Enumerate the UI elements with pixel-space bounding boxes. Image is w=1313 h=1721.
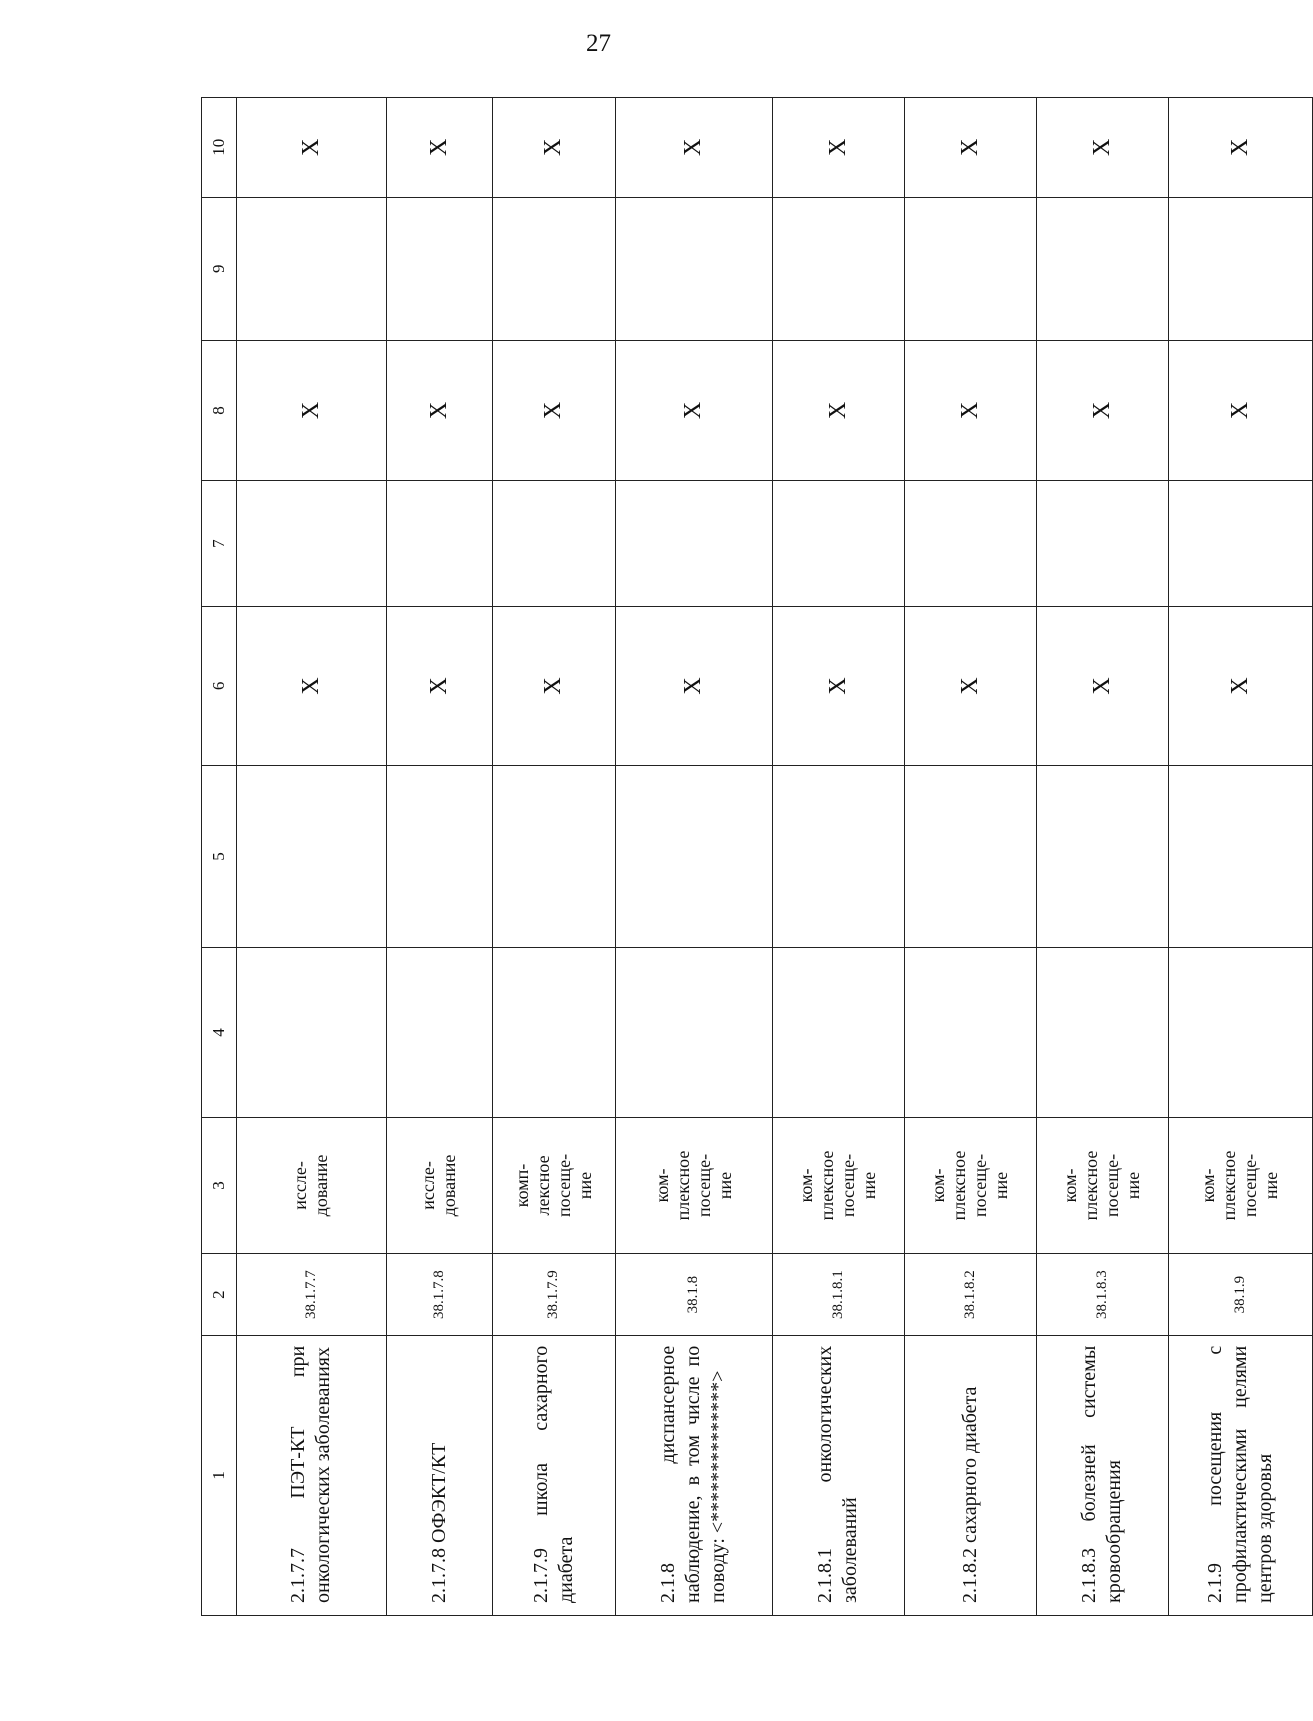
table-row xyxy=(615,98,772,1616)
table-row xyxy=(492,98,615,1616)
row-name xyxy=(904,1335,1036,1615)
cell-c4 xyxy=(1036,948,1168,1117)
cell-c10 xyxy=(904,98,1036,198)
cell-c10-text: X xyxy=(680,138,707,156)
column-header: 1 xyxy=(202,1335,237,1615)
row-code xyxy=(615,1254,772,1335)
data-table xyxy=(201,97,1313,1616)
column-header: 3 xyxy=(202,1117,237,1254)
cell-c8-text: X xyxy=(680,401,707,420)
row-unit-text: иссле- дование xyxy=(418,1154,460,1217)
cell-c8-text: X xyxy=(824,401,851,420)
row-unit xyxy=(386,1117,492,1254)
cell-c10 xyxy=(492,98,615,198)
cell-c5 xyxy=(492,765,615,948)
cell-c4 xyxy=(772,948,904,1117)
cell-c9 xyxy=(386,197,492,340)
cell-c6-text: X xyxy=(680,677,707,695)
cell-c8 xyxy=(492,340,615,480)
cell-c6 xyxy=(772,607,904,765)
cell-c8 xyxy=(772,340,904,480)
cell-c10-text: X xyxy=(425,138,452,156)
cell-c9 xyxy=(1168,197,1312,340)
row-code xyxy=(492,1254,615,1335)
row-name xyxy=(1168,1335,1312,1615)
row-name xyxy=(386,1335,492,1615)
row-unit xyxy=(772,1117,904,1254)
row-name xyxy=(1036,1335,1168,1615)
cell-c4 xyxy=(236,948,386,1117)
column-header: 9 xyxy=(202,197,237,340)
cell-c5 xyxy=(1036,765,1168,948)
table-row xyxy=(386,98,492,1616)
row-code xyxy=(904,1254,1036,1335)
cell-c9 xyxy=(772,197,904,340)
row-unit-text: ком- плексное посеще- ние xyxy=(796,1150,880,1221)
cell-c7 xyxy=(386,481,492,607)
cell-c6 xyxy=(386,607,492,765)
cell-c5 xyxy=(1168,765,1312,948)
row-unit xyxy=(904,1117,1036,1254)
cell-c8-text: X xyxy=(956,401,983,420)
row-name-text: 2.1.7.7 ПЭТ-КТ при онкологических заболеваниях xyxy=(287,1345,335,1603)
cell-c6 xyxy=(1168,607,1312,765)
cell-c10 xyxy=(236,98,386,198)
cell-c8 xyxy=(904,340,1036,480)
row-code-text: 38.1.8.2 xyxy=(961,1270,978,1319)
cell-c6-text: X xyxy=(425,677,452,695)
cell-c10 xyxy=(1168,98,1312,198)
cell-c6-text: X xyxy=(1226,677,1253,695)
cell-c9 xyxy=(492,197,615,340)
row-unit-text: комп- лексное посеще- ние xyxy=(511,1153,595,1218)
row-code xyxy=(1168,1254,1312,1335)
row-unit xyxy=(1036,1117,1168,1254)
column-header: 6 xyxy=(202,607,237,765)
row-code xyxy=(236,1254,386,1335)
page-number: 27 xyxy=(586,30,611,57)
cell-c5 xyxy=(904,765,1036,948)
cell-c10 xyxy=(772,98,904,198)
cell-c8 xyxy=(1036,340,1168,480)
row-name xyxy=(615,1335,772,1615)
cell-c8 xyxy=(386,340,492,480)
cell-c7 xyxy=(492,481,615,607)
cell-c10-text: X xyxy=(297,138,324,156)
row-unit-text: ком- плексное посеще- ние xyxy=(1060,1150,1144,1221)
table-row xyxy=(904,98,1036,1616)
cell-c6-text: X xyxy=(297,677,324,695)
cell-c8-text: X xyxy=(1088,401,1115,420)
column-header: 5 xyxy=(202,765,237,948)
row-name xyxy=(772,1335,904,1615)
cell-c8-text: X xyxy=(540,401,567,420)
cell-c8 xyxy=(1168,340,1312,480)
cell-c9 xyxy=(236,197,386,340)
row-unit xyxy=(236,1117,386,1254)
row-unit-text: ком- плексное посеще- ние xyxy=(651,1150,735,1221)
cell-c6 xyxy=(492,607,615,765)
table-row xyxy=(1168,98,1312,1616)
table-row xyxy=(236,98,386,1616)
cell-c5 xyxy=(236,765,386,948)
row-name-text: 2.1.7.9 школа сахарного диабета xyxy=(529,1345,577,1603)
row-name xyxy=(492,1335,615,1615)
cell-c7 xyxy=(236,481,386,607)
row-code xyxy=(386,1254,492,1335)
cell-c6-text: X xyxy=(540,677,567,695)
cell-c4 xyxy=(904,948,1036,1117)
cell-c9 xyxy=(1036,197,1168,340)
cell-c4 xyxy=(386,948,492,1117)
row-name-text: 2.1.8 диспансерное наблюдение, в том числе по поводу: <**************> xyxy=(657,1345,730,1603)
cell-c10 xyxy=(1036,98,1168,198)
cell-c7 xyxy=(1036,481,1168,607)
row-unit xyxy=(1168,1117,1312,1254)
cell-c4 xyxy=(1168,948,1312,1117)
cell-c4 xyxy=(492,948,615,1117)
cell-c9 xyxy=(615,197,772,340)
column-number-row xyxy=(202,98,237,1616)
cell-c5 xyxy=(615,765,772,948)
row-unit xyxy=(492,1117,615,1254)
cell-c10 xyxy=(615,98,772,198)
cell-c6 xyxy=(1036,607,1168,765)
row-code-text: 38.1.7.9 xyxy=(545,1270,562,1319)
cell-c10-text: X xyxy=(824,138,851,156)
row-unit-text: иссле- дование xyxy=(290,1154,332,1217)
row-code-text: 38.1.8.3 xyxy=(1093,1270,1110,1319)
table-row xyxy=(1036,98,1168,1616)
cell-c10-text: X xyxy=(956,138,983,156)
rotated-table-wrapper xyxy=(201,97,1313,1616)
row-name xyxy=(236,1335,386,1615)
row-code-text: 38.1.8 xyxy=(685,1275,702,1314)
column-header: 8 xyxy=(202,340,237,480)
cell-c4 xyxy=(615,948,772,1117)
cell-c10-text: X xyxy=(1226,138,1253,156)
cell-c9 xyxy=(904,197,1036,340)
cell-c6-text: X xyxy=(824,677,851,695)
row-code xyxy=(1036,1254,1168,1335)
row-unit-text: ком- плексное посеще- ние xyxy=(928,1150,1012,1221)
cell-c7 xyxy=(904,481,1036,607)
row-code-text: 38.1.8.1 xyxy=(829,1270,846,1319)
cell-c8-text: X xyxy=(297,401,324,420)
cell-c6-text: X xyxy=(956,677,983,695)
cell-c10 xyxy=(386,98,492,198)
cell-c5 xyxy=(386,765,492,948)
cell-c7 xyxy=(772,481,904,607)
cell-c6 xyxy=(236,607,386,765)
column-header: 10 xyxy=(202,98,237,198)
row-code xyxy=(772,1254,904,1335)
table-row xyxy=(772,98,904,1616)
cell-c8 xyxy=(615,340,772,480)
column-header: 7 xyxy=(202,481,237,607)
cell-c10-text: X xyxy=(540,138,567,156)
row-code-text: 38.1.9 xyxy=(1231,1275,1248,1314)
cell-c6 xyxy=(615,607,772,765)
column-header: 2 xyxy=(202,1254,237,1335)
cell-c10-text: X xyxy=(1088,138,1115,156)
cell-c8-text: X xyxy=(1226,401,1253,420)
cell-c6-text: X xyxy=(1088,677,1115,695)
row-name-text: 2.1.8.1 онкологических заболеваний xyxy=(814,1345,862,1603)
row-name-text: 2.1.7.8 ОФЭКТ/КТ xyxy=(427,1442,450,1603)
cell-c6 xyxy=(904,607,1036,765)
column-header: 4 xyxy=(202,948,237,1117)
row-unit xyxy=(615,1117,772,1254)
row-unit-text: ком- плексное посеще- ние xyxy=(1198,1150,1282,1221)
cell-c5 xyxy=(772,765,904,948)
cell-c7 xyxy=(1168,481,1312,607)
row-code-text: 38.1.7.8 xyxy=(430,1270,447,1319)
cell-c8 xyxy=(236,340,386,480)
row-code-text: 38.1.7.7 xyxy=(302,1270,319,1319)
cell-c8-text: X xyxy=(425,401,452,420)
cell-c7 xyxy=(615,481,772,607)
row-name-text: 2.1.8.3 болезней системы кровообращения xyxy=(1078,1345,1126,1603)
row-name-text: 2.1.9 посещения с профилактическими целями центров здоровья xyxy=(1203,1345,1276,1603)
row-name-text: 2.1.8.2 сахарного диабета xyxy=(958,1386,981,1603)
